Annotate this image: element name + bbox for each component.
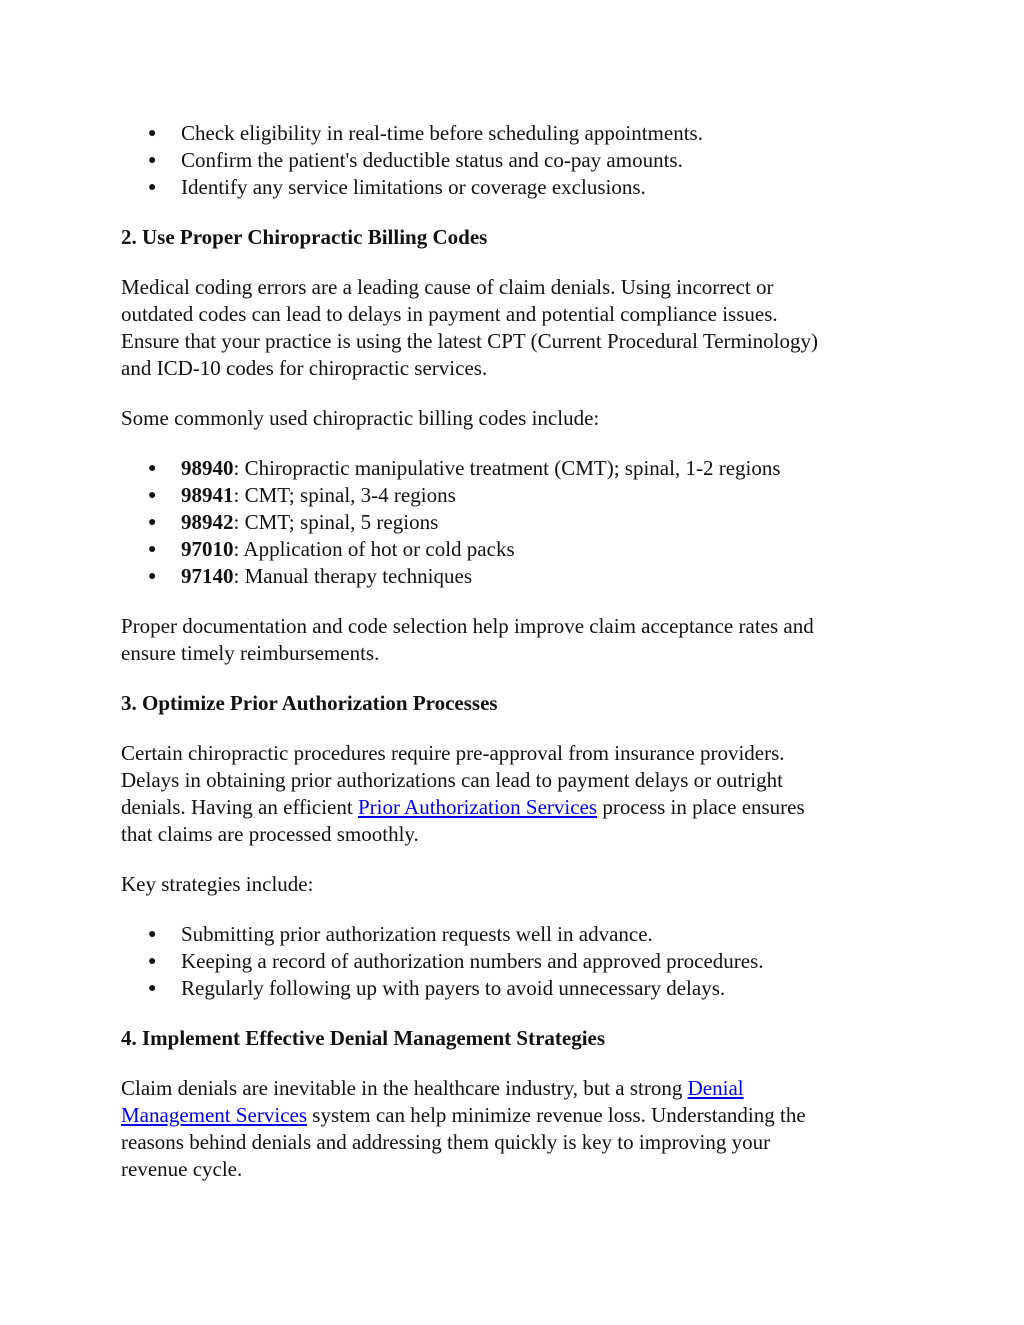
text-line: Ensure that your practice is using the latest CPT (Current Procedural Terminology) — [121, 329, 819, 353]
document-page — [121, 120, 911, 1183]
bullet-icon: ● — [148, 981, 157, 996]
billing-code: 98942 — [181, 510, 234, 534]
list-item: ● 97140: Manual therapy techniques — [148, 564, 473, 588]
list-item: ● Keeping a record of authorization numbers and approved procedures. — [148, 949, 764, 973]
list-item: ● Confirm the patient's deductible status and co-pay amounts. — [148, 148, 683, 172]
text-line: ensure timely reimbursements. — [121, 641, 380, 665]
text-line: that claims are processed smoothly. — [121, 822, 419, 846]
bullet-icon: ● — [148, 542, 157, 557]
denial-management-link[interactable]: Denial — [687, 1076, 744, 1100]
paragraph: Claim denials are inevitable in the healthcare industry, but a strong Denial Management Services system can help minimize revenue loss. Understanding the reasons behind denials and addressing them quickly is key to improving your revenue cycle. — [121, 1076, 806, 1181]
text-line: and ICD-10 codes for chiropractic services. — [121, 356, 488, 380]
text-line: reasons behind denials and addressing them quickly is key to improving your — [121, 1130, 771, 1154]
list-item: ● Regularly following up with payers to avoid unnecessary delays. — [148, 976, 726, 1000]
text-line: outdated codes can lead to delays in payment and potential compliance issues. — [121, 302, 778, 326]
section-heading: 4. Implement Effective Denial Management Strategies — [121, 1026, 606, 1050]
bullet-icon: ● — [148, 153, 157, 168]
billing-code: 97010 — [181, 537, 234, 561]
bullet-icon: ● — [148, 515, 157, 530]
paragraph — [121, 613, 911, 667]
text-line: Medical coding errors are a leading cause of claim denials. Using incorrect or — [121, 275, 774, 299]
bullet-icon: ● — [148, 488, 157, 503]
list-item: ● Check eligibility in real-time before scheduling appointments. — [148, 121, 703, 145]
text-line: Certain chiropractic procedures require pre-approval from insurance providers. — [121, 741, 785, 765]
denial-management-link-cont[interactable]: Management Services — [121, 1103, 308, 1127]
billing-code: 98941 — [181, 483, 234, 507]
bullet-icon: ● — [148, 126, 157, 141]
paragraph: Some commonly used chiropractic billing codes include: — [121, 406, 600, 430]
bullet-icon: ● — [148, 954, 157, 969]
billing-codes-list — [121, 455, 911, 590]
text-line: revenue cycle. — [121, 1157, 243, 1181]
paragraph — [121, 274, 911, 382]
strategies-list — [121, 921, 911, 1002]
paragraph: Certain chiropractic procedures require pre-approval from insurance providers. Delays in obtaining prior authorizations can lead to payment delays or outright denials. Having an efficient Prior Authorization Services process in place ensures that claims are processed smoothly. — [121, 741, 805, 846]
paragraph: Key strategies include: — [121, 872, 314, 896]
text-line: Proper documentation and code selection help improve claim acceptance rates and — [121, 614, 814, 638]
bullet-icon: ● — [148, 180, 157, 195]
list-item: ● Identify any service limitations or coverage exclusions. — [148, 175, 646, 199]
billing-code: 98940 — [181, 456, 234, 480]
list-item: ● 98942: CMT; spinal, 5 regions — [148, 510, 439, 534]
list-item: ● 98940: Chiropractic manipulative treatment (CMT); spinal, 1-2 regions — [148, 456, 781, 480]
list-item: ● 98941: CMT; spinal, 3-4 regions — [148, 483, 456, 507]
list-item: ● 97010: Application of hot or cold packs — [148, 537, 515, 561]
list-item: ● Submitting prior authorization requests well in advance. — [148, 922, 653, 946]
bullet-icon: ● — [148, 461, 157, 476]
text-line: Delays in obtaining prior authorizations can lead to payment delays or outright — [121, 768, 783, 792]
section-heading: 3. Optimize Prior Authorization Processes — [121, 691, 498, 715]
billing-code: 97140 — [181, 564, 234, 588]
bullet-icon: ● — [148, 927, 157, 942]
bullet-icon: ● — [148, 569, 157, 584]
section-heading: 2. Use Proper Chiropractic Billing Codes — [121, 225, 488, 249]
eligibility-list — [121, 120, 911, 201]
prior-authorization-link[interactable]: Prior Authorization Services — [357, 795, 598, 819]
